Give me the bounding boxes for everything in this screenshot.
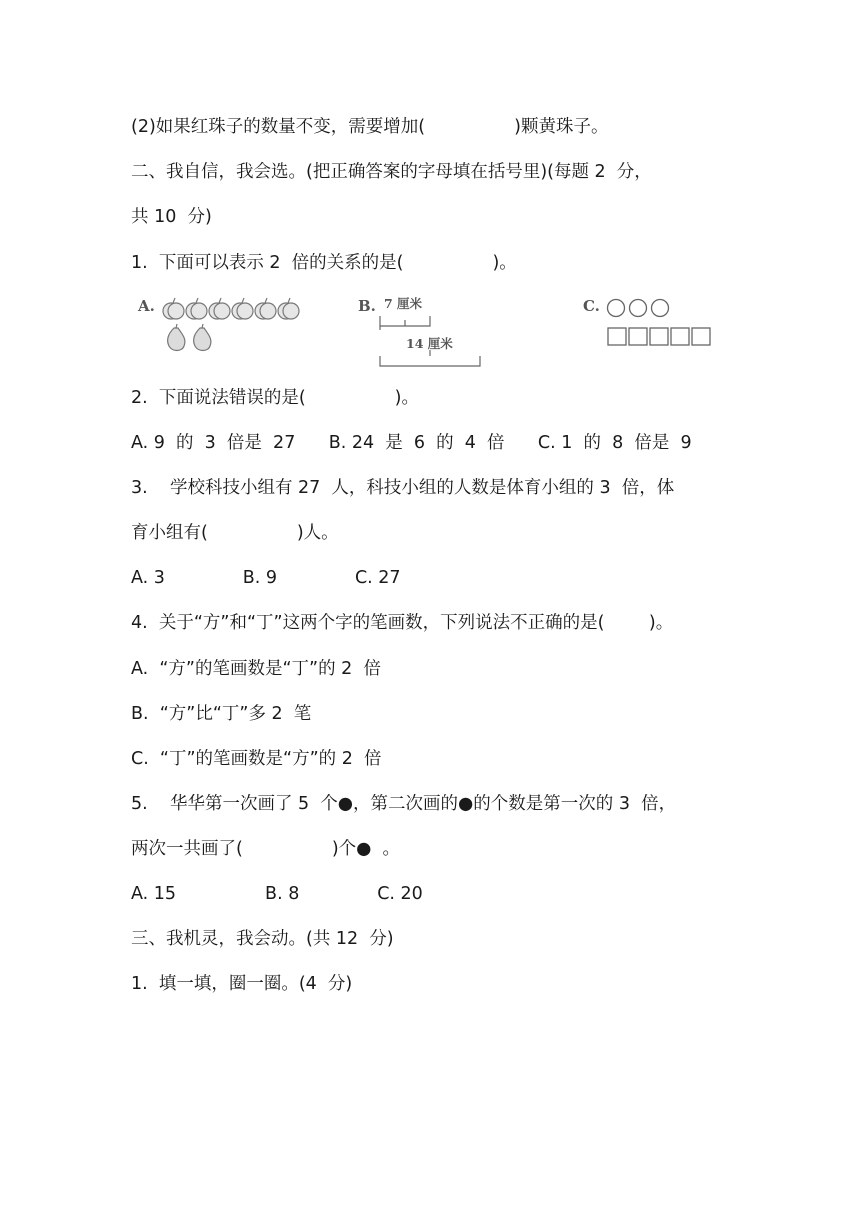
circle-shape (652, 300, 669, 317)
long-bar (380, 356, 480, 366)
section-2-heading-cont: 共 10 分) (131, 207, 212, 227)
option-b-letter: B. (358, 297, 376, 315)
pear-icon (168, 324, 185, 351)
question-3-text: 3. 学校科技小组有 27 人，科技小组的人数是体育小组的 3 倍，体 (131, 478, 675, 498)
question-5-text-cont: 两次一共画了( )个● 。 (131, 839, 401, 859)
section-2-heading: 二、我自信，我会选。(把正确答案的字母填在括号里)(每题 2 分， (131, 162, 652, 182)
question-3-text-cont: 育小组有( )人。 (131, 523, 339, 543)
section-3-heading: 三、我机灵，我会动。(共 12 分) (131, 929, 394, 949)
circle-shape (608, 300, 625, 317)
question-4-text: 4. 关于“方”和“丁”这两个字的笔画数，下列说法不正确的是( )。 (131, 613, 674, 633)
apple-icon (278, 298, 299, 319)
pears-group (168, 324, 211, 351)
question-3-options: A. 3 B. 9 C. 27 (131, 568, 401, 588)
question-5-text: 5. 华华第一次画了 5 个●，第二次画的●的个数是第一次的 3 倍， (131, 794, 677, 814)
square-shape (608, 328, 626, 345)
apple-icon (163, 298, 184, 319)
pear-icon (194, 324, 211, 351)
apple-icon (255, 298, 276, 319)
circle-shape (630, 300, 647, 317)
option-a-fruits (160, 294, 300, 356)
question-2-text: 2. 下面说法错误的是( )。 (131, 388, 419, 408)
option-b-top-label: 7 厘米 (384, 296, 423, 311)
question-2-options: A. 9 的 3 倍是 27 B. 24 是 6 的 4 倍 C. 1 的 8 倍是 9 (131, 433, 692, 453)
question-1-text: 1. 下面可以表示 2 倍的关系的是( )。 (131, 253, 517, 273)
square-shape (629, 328, 647, 345)
square-shape (650, 328, 668, 345)
question-4-option-c: C. “丁”的笔画数是“方”的 2 倍 (131, 749, 382, 769)
option-c-shapes (605, 296, 717, 350)
apple-icon (232, 298, 253, 319)
square-shape (671, 328, 689, 345)
option-c-letter: C. (583, 297, 600, 315)
apples-group (163, 298, 299, 319)
question-4-option-b: B. “方”比“丁”多 2 笔 (131, 704, 312, 724)
question-5-options: A. 15 B. 8 C. 20 (131, 884, 423, 904)
apple-icon (209, 298, 230, 319)
option-b-bars (376, 312, 486, 370)
square-shape (692, 328, 710, 345)
apple-icon (186, 298, 207, 319)
question-4-option-a: A. “方”的笔画数是“丁”的 2 倍 (131, 659, 381, 679)
option-a-letter: A. (138, 297, 155, 315)
section-3-question-1: 1. 填一填，圈一圈。(4 分) (131, 974, 353, 994)
text-line-q2-sub2: (2)如果红珠子的数量不变，需要增加( )颗黄珠子。 (131, 117, 609, 137)
option-b-bottom-label: 14 厘米 (406, 336, 453, 351)
